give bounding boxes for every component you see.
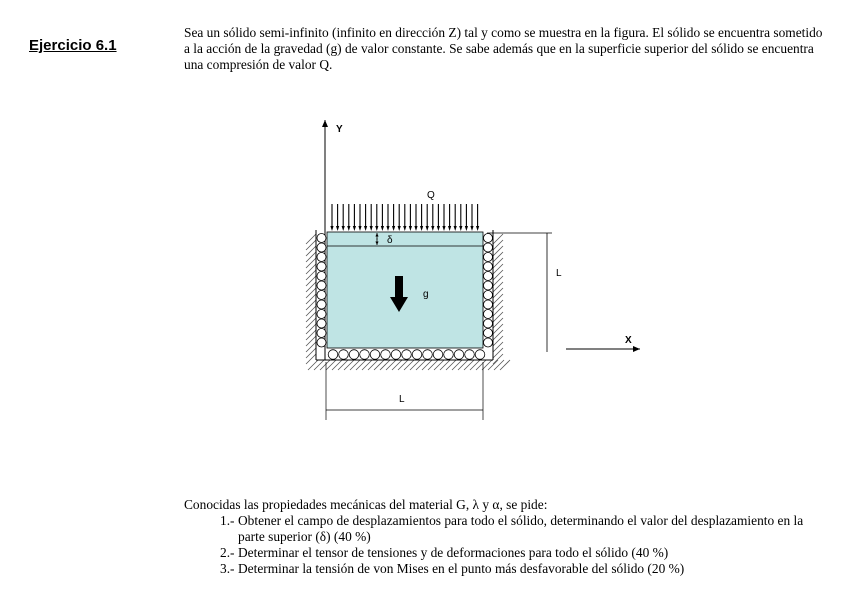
hatch-line (428, 360, 438, 370)
roller-icon (484, 338, 493, 347)
roller-icon (370, 350, 380, 360)
hatch-line (493, 276, 503, 286)
question-number: 1.- (220, 513, 235, 528)
roller-icon (402, 350, 412, 360)
hatch-line (306, 324, 316, 334)
load-arrowhead (364, 226, 367, 231)
question-number: 2.- (220, 545, 235, 560)
load-arrowhead (454, 226, 457, 231)
hatch-line (306, 300, 316, 310)
roller-icon (484, 319, 493, 328)
hatch-line (440, 360, 450, 370)
questions-section (184, 497, 824, 577)
hatch-line (306, 270, 316, 280)
load-arrowhead (370, 226, 373, 231)
hatch-line (306, 318, 316, 328)
roller-icon (484, 329, 493, 338)
hatch-line (392, 360, 402, 370)
roller-icon (484, 253, 493, 262)
hatch-line (446, 360, 456, 370)
hatch-line (306, 306, 316, 316)
roller-icon (317, 281, 326, 290)
roller-icon (317, 243, 326, 252)
hatch-line (386, 360, 396, 370)
hatch-line (306, 264, 316, 274)
load-arrowhead (392, 226, 395, 231)
hatch-line (332, 360, 342, 370)
load-arrowhead (437, 226, 440, 231)
roller-icon (475, 350, 485, 360)
load-arrowhead (347, 226, 350, 231)
hatch-line (306, 342, 316, 352)
roller-icon (423, 350, 433, 360)
hatch-line (493, 258, 503, 268)
roller-icon (484, 291, 493, 300)
hatch-line (308, 360, 318, 370)
load-arrowhead (420, 226, 423, 231)
roller-icon (412, 350, 422, 360)
roller-icon (484, 262, 493, 271)
roller-icon (317, 329, 326, 338)
hatch-line (306, 276, 316, 286)
load-arrowhead (336, 226, 339, 231)
load-arrowhead (431, 226, 434, 231)
roller-icon (391, 350, 401, 360)
x-axis-label: X (625, 335, 632, 346)
hatch-line (493, 252, 503, 262)
hatch-line (306, 282, 316, 292)
load-arrowhead (426, 226, 429, 231)
roller-icon (317, 300, 326, 309)
roller-icon (360, 350, 370, 360)
load-arrowhead (386, 226, 389, 231)
roller-icon (317, 262, 326, 271)
hatch-line (493, 282, 503, 292)
hatch-line (493, 342, 503, 352)
hatch-line (374, 360, 384, 370)
hatch-line (493, 324, 503, 334)
hatch-line (493, 318, 503, 328)
hatch-line (306, 288, 316, 298)
load-arrowhead (403, 226, 406, 231)
load-arrowhead (442, 226, 445, 231)
roller-icon (381, 350, 391, 360)
hatch-line (493, 234, 503, 244)
load-arrowhead (476, 226, 479, 231)
question-item-2 (220, 545, 824, 561)
hatch-line (306, 312, 316, 322)
roller-icon (317, 310, 326, 319)
load-arrowhead (358, 226, 361, 231)
hatch-line (493, 294, 503, 304)
roller-icon (317, 272, 326, 281)
roller-icon (484, 310, 493, 319)
hatch-line (493, 312, 503, 322)
roller-icon (339, 350, 349, 360)
hatch-line (493, 330, 503, 340)
hatch-line (404, 360, 414, 370)
roller-icon (349, 350, 359, 360)
roller-icon (317, 253, 326, 262)
question-text: Obtener el campo de desplazamientos para todo el sólido, determinando el valor del desplazamiento en la parte superior (δ) (40 %) (238, 513, 804, 544)
load-arrowhead (398, 226, 401, 231)
load-arrowhead (330, 226, 333, 231)
roller-icon (484, 300, 493, 309)
width-label: L (399, 394, 405, 405)
hatch-line (470, 360, 480, 370)
roller-icon (317, 338, 326, 347)
hatch-line (493, 270, 503, 280)
load-label: Q (427, 190, 435, 201)
solid-diagram (290, 110, 670, 430)
hatch-line (306, 252, 316, 262)
load-arrowhead (381, 226, 384, 231)
roller-icon (454, 350, 464, 360)
hatch-line (434, 360, 444, 370)
hatch-line (493, 306, 503, 316)
hatch-line (344, 360, 354, 370)
hatch-line (362, 360, 372, 370)
roller-icon (484, 272, 493, 281)
question-text: Determinar el tensor de tensiones y de deformaciones para todo el sólido (40 %) (238, 545, 669, 560)
hatch-line (306, 258, 316, 268)
hatch-line (306, 330, 316, 340)
question-text: Determinar la tensión de von Mises en el punto más desfavorable del sólido (20 %) (238, 561, 685, 576)
hatch-line (398, 360, 408, 370)
y-axis-label: Y (336, 124, 343, 135)
hatch-line (500, 360, 510, 370)
problem-figure (290, 110, 670, 435)
hatch-line (314, 360, 324, 370)
question-item-1 (220, 513, 824, 545)
roller-icon (317, 234, 326, 243)
hatch-line (306, 336, 316, 346)
roller-icon (484, 281, 493, 290)
hatch-line (306, 354, 316, 364)
gravity-label: g (423, 289, 429, 300)
question-list (184, 513, 824, 577)
load-arrowhead (470, 226, 473, 231)
exercise-statement: Sea un sólido semi-infinito (infinito en dirección Z) tal y como se muestra en la figura. El sólido se encuentra sometido a la acción de la gravedad (g) de valor constante. Se sabe además que en la superficie superior del sólido se encuentra una compresión de valor Q. (184, 25, 823, 72)
roller-icon (484, 234, 493, 243)
question-number: 3.- (220, 561, 235, 576)
roller-icon (465, 350, 475, 360)
hatch-line (488, 360, 498, 370)
hatch-line (338, 360, 348, 370)
roller-icon (484, 243, 493, 252)
hatch-line (452, 360, 462, 370)
hatch-line (493, 246, 503, 256)
hatch-line (464, 360, 474, 370)
hatch-line (493, 240, 503, 250)
hatch-line (350, 360, 360, 370)
roller-icon (317, 319, 326, 328)
load-arrowhead (448, 226, 451, 231)
hatch-line (380, 360, 390, 370)
hatch-line (356, 360, 366, 370)
hatch-line (476, 360, 486, 370)
roller-icon (444, 350, 454, 360)
load-arrowhead (353, 226, 356, 231)
hatch-line (493, 300, 503, 310)
hatch-line (306, 240, 316, 250)
hatch-line (416, 360, 426, 370)
roller-icon (317, 291, 326, 300)
hatch-line (482, 360, 492, 370)
hatch-line (493, 336, 503, 346)
hatch-line (326, 360, 336, 370)
height-label: L (556, 268, 562, 279)
hatch-line (422, 360, 432, 370)
hatch-line (493, 264, 503, 274)
load-arrowhead (465, 226, 468, 231)
question-item-3 (220, 561, 824, 577)
roller-icon (433, 350, 443, 360)
hatch-line (306, 234, 316, 244)
hatch-line (368, 360, 378, 370)
load-arrowhead (375, 226, 378, 231)
load-arrowhead (414, 226, 417, 231)
distributed-load (330, 204, 479, 231)
hatch-line (306, 246, 316, 256)
solid-body (327, 232, 483, 348)
load-arrowhead (459, 226, 462, 231)
roller-icon (328, 350, 338, 360)
exercise-title: Ejercicio 6.1 (29, 37, 117, 54)
questions-lead: Conocidas las propiedades mecánicas del material G, λ y α, se pide: (184, 497, 548, 512)
load-arrowhead (409, 226, 412, 231)
load-arrowhead (342, 226, 345, 231)
hatch-line (410, 360, 420, 370)
hatch-line (493, 288, 503, 298)
hatch-line (320, 360, 330, 370)
hatch-line (306, 348, 316, 358)
hatch-line (306, 294, 316, 304)
delta-label: δ (387, 235, 393, 246)
hatch-line (493, 348, 503, 358)
hatch-line (458, 360, 468, 370)
